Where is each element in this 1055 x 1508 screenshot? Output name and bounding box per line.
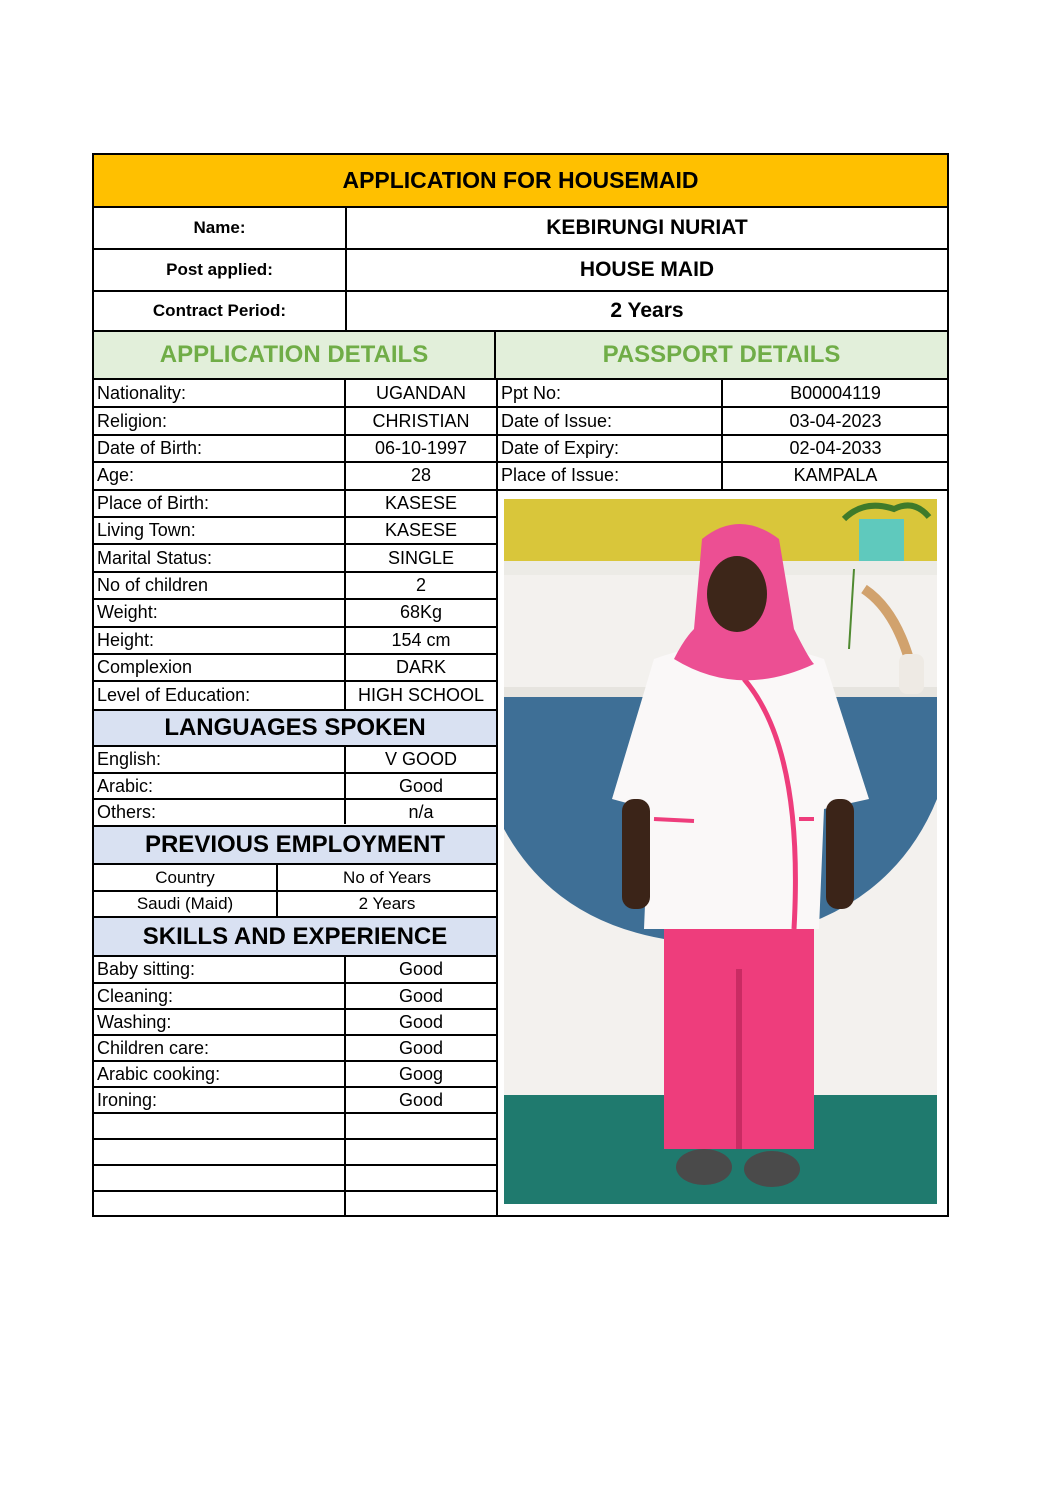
children-value: 2 <box>345 572 496 599</box>
education-label: Level of Education: <box>94 681 345 708</box>
age-value: 28 <box>345 462 496 489</box>
place-of-issue-value: KAMPALA <box>722 462 948 489</box>
date-of-issue-value: 03-04-2023 <box>722 407 948 434</box>
table-row <box>94 957 496 983</box>
empty-cell <box>94 1113 345 1139</box>
arabic-cooking-value: Goog <box>345 1061 496 1087</box>
marital-status-value: SINGLE <box>345 544 496 571</box>
table-row <box>497 462 948 489</box>
languages-table <box>94 747 496 824</box>
post-applied-row <box>94 250 947 292</box>
education-value: HIGH SCHOOL <box>357 684 485 705</box>
table-row <box>94 865 496 891</box>
baby-sitting-label: Baby sitting: <box>94 957 345 983</box>
previous-employment-table <box>94 865 496 916</box>
cleaning-label: Cleaning: <box>94 983 345 1009</box>
years-column-header: No of Years <box>277 865 496 891</box>
table-row <box>94 544 496 571</box>
dob-value: 06-10-1997 <box>345 435 496 462</box>
skills-heading: SKILLS AND EXPERIENCE <box>94 916 496 957</box>
table-row <box>94 517 496 544</box>
place-of-birth-value: KASESE <box>345 490 496 517</box>
washing-label: Washing: <box>94 1009 345 1035</box>
table-row <box>94 380 496 407</box>
place-of-birth-label: Place of Birth: <box>94 490 345 517</box>
table-row <box>94 891 496 916</box>
english-label: English: <box>94 747 345 773</box>
passport-details-heading: PASSPORT DETAILS <box>496 332 947 380</box>
table-row <box>94 462 496 489</box>
empty-cell <box>94 1139 345 1165</box>
living-town-value: KASESE <box>345 517 496 544</box>
table-row <box>497 380 948 407</box>
table-row <box>94 599 496 626</box>
ppt-no-label: Ppt No: <box>497 380 722 407</box>
complexion-value: DARK <box>345 654 496 681</box>
cleaning-value: Good <box>345 983 496 1009</box>
baby-sitting-value: Good <box>345 957 496 983</box>
table-row <box>94 435 496 462</box>
table-row <box>94 1087 496 1113</box>
empty-cell <box>345 1139 496 1165</box>
nationality-label: Nationality: <box>94 380 345 407</box>
applicant-photo <box>504 499 937 1204</box>
application-details-table <box>94 380 496 709</box>
ironing-value: Good <box>345 1087 496 1113</box>
housemaid-application-form <box>92 153 949 1217</box>
age-label: Age: <box>94 462 345 489</box>
ppt-no-value: B00004119 <box>722 380 948 407</box>
name-label: Name: <box>94 208 347 248</box>
nationality-value: UGANDAN <box>345 380 496 407</box>
table-row <box>94 1165 496 1191</box>
employment-country: Saudi (Maid) <box>94 891 277 916</box>
table-row <box>497 435 948 462</box>
contract-period-row <box>94 292 947 332</box>
table-row <box>94 983 496 1009</box>
table-row <box>94 490 496 517</box>
table-row <box>94 1113 496 1139</box>
date-of-expiry-value: 02-04-2033 <box>722 435 948 462</box>
arabic-value: Good <box>345 773 496 799</box>
previous-employment-heading: PREVIOUS EMPLOYMENT <box>94 825 496 865</box>
skills-table <box>94 957 496 1216</box>
empty-cell <box>94 1165 345 1191</box>
employment-years: 2 Years <box>358 894 416 913</box>
table-row <box>94 1061 496 1087</box>
empty-cell <box>94 1191 345 1216</box>
table-row <box>94 1139 496 1165</box>
table-row <box>94 407 496 434</box>
children-care-value: Good <box>345 1035 496 1061</box>
date-of-expiry-label: Date of Expiry: <box>497 435 722 462</box>
table-row <box>94 773 496 799</box>
application-details-heading: APPLICATION DETAILS <box>94 332 496 380</box>
table-row <box>94 1035 496 1061</box>
height-label: Height: <box>94 627 345 654</box>
post-applied-value: HOUSE MAID <box>579 258 715 281</box>
table-row <box>94 654 496 681</box>
ironing-label: Ironing: <box>94 1087 345 1113</box>
passport-details-table <box>496 380 948 491</box>
empty-cell <box>345 1113 496 1139</box>
washing-value: Good <box>345 1009 496 1035</box>
table-row <box>497 407 948 434</box>
empty-cell <box>345 1165 496 1191</box>
date-of-issue-label: Date of Issue: <box>497 407 722 434</box>
languages-heading: LANGUAGES SPOKEN <box>94 709 496 747</box>
table-row <box>94 799 496 824</box>
name-value: KEBIRUNGI NURIAT <box>546 216 748 239</box>
weight-value: 68Kg <box>345 599 496 626</box>
contract-period-value: 2 Years <box>610 299 684 322</box>
name-row <box>94 208 947 250</box>
table-row <box>94 681 496 708</box>
table-row <box>94 1191 496 1216</box>
arabic-label: Arabic: <box>94 773 345 799</box>
empty-cell <box>345 1191 496 1216</box>
table-row <box>94 1009 496 1035</box>
post-applied-label: Post applied: <box>94 250 347 290</box>
contract-period-label: Contract Period: <box>94 292 347 330</box>
religion-label: Religion: <box>94 407 345 434</box>
dob-label: Date of Birth: <box>94 435 345 462</box>
english-value: V GOOD <box>345 747 496 773</box>
form-title: APPLICATION FOR HOUSEMAID <box>94 155 947 208</box>
country-column-header: Country <box>94 865 277 891</box>
marital-status-label: Marital Status: <box>94 544 345 571</box>
table-row <box>94 747 496 773</box>
column-divider <box>496 489 498 1215</box>
arabic-cooking-label: Arabic cooking: <box>94 1061 345 1087</box>
complexion-label: Complexion <box>94 654 345 681</box>
table-row <box>94 627 496 654</box>
weight-label: Weight: <box>94 599 345 626</box>
religion-value: CHRISTIAN <box>345 407 496 434</box>
children-label: No of children <box>94 572 345 599</box>
living-town-label: Living Town: <box>94 517 345 544</box>
height-value: 154 cm <box>345 627 496 654</box>
table-row <box>94 572 496 599</box>
place-of-issue-label: Place of Issue: <box>497 462 722 489</box>
others-value: n/a <box>408 801 434 822</box>
children-care-label: Children care: <box>94 1035 345 1061</box>
others-label: Others: <box>94 799 345 824</box>
